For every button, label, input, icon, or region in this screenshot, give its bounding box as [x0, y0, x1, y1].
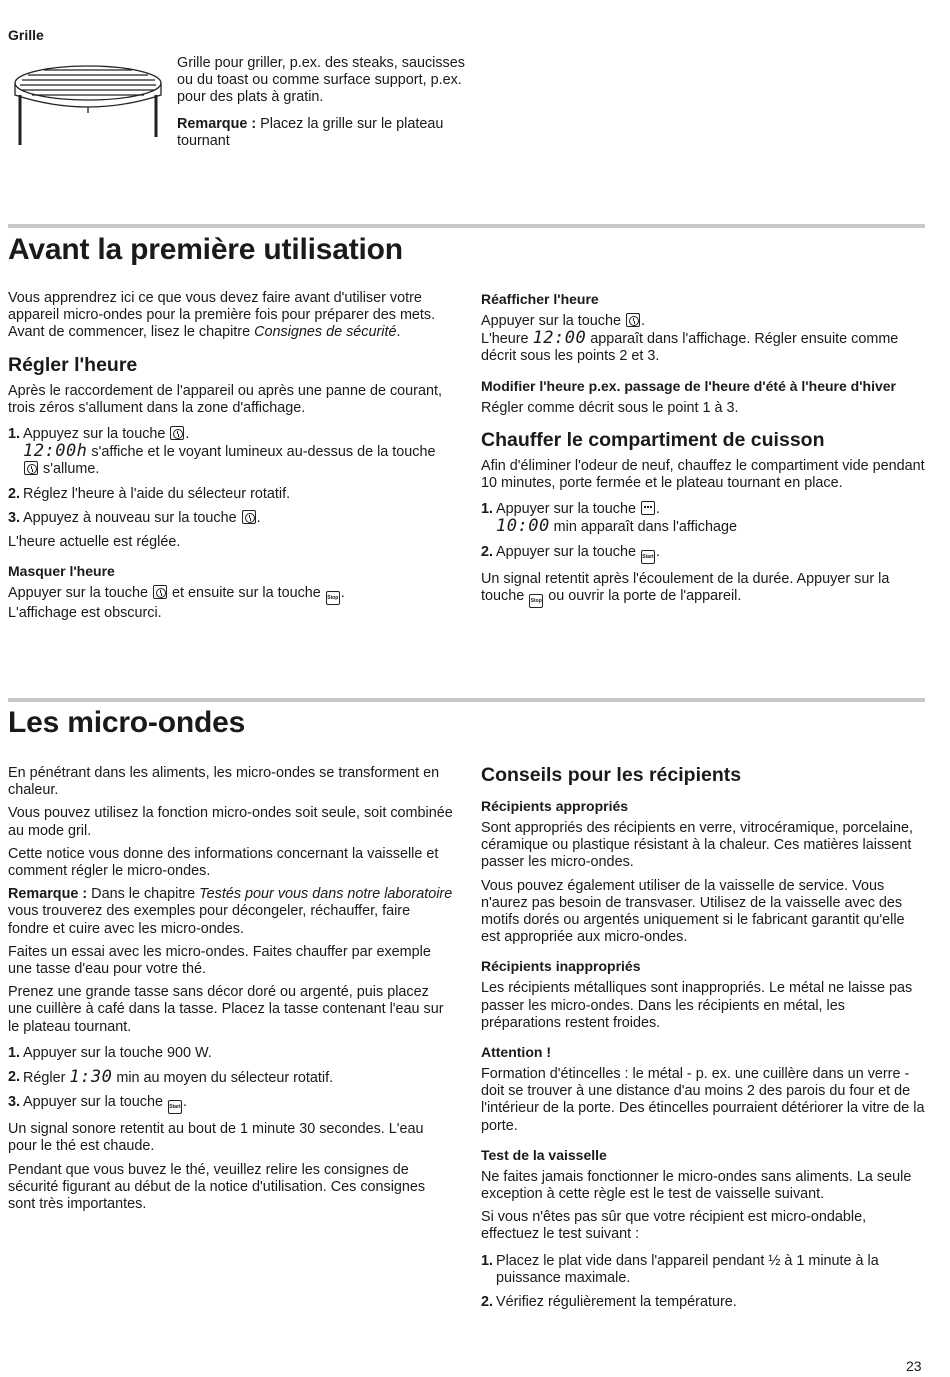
grille-note: Remarque : Placez la grille sur le plateau tournant — [177, 115, 444, 149]
clock-key-icon — [242, 510, 256, 524]
test-p2: Si vous n'êtes pas sûr que votre récipient est micro-ondable, effectuez le test suivant : — [481, 1209, 867, 1243]
regler-steps — [8, 426, 453, 527]
attention-p: Formation d'étincelles : le métal - p. ex. une cuillère dans un verre - doit se trouver à une distance d'au moins 2 des parois du four et de l'intérieur de la porte. Des étincelles pourraient détériorer la vitre de la porte. — [481, 1066, 925, 1134]
reafficher-text: Appuyer sur la touche . L'heure 12:00 apparaît dans l'affichage. Régler ensuite comme décrit sous les points 2 et 3. — [481, 313, 899, 365]
avant-right-column — [481, 291, 926, 614]
start-key-icon: Start — [641, 550, 655, 564]
micro-steps — [8, 1045, 453, 1114]
grill-rack-illustration — [8, 55, 168, 151]
display-readout: 12:00 — [532, 328, 587, 349]
reafficher-heure-title: Réafficher l'heure — [481, 291, 599, 307]
start-key-icon: Start — [168, 1100, 182, 1114]
micro-p6: Un signal sonore retentit au bout de 1 minute 30 secondes. L'eau pour le thé est chaude. — [8, 1121, 424, 1155]
clock-key-icon — [170, 426, 184, 440]
list-item: 2. Appuyer sur la touche Start . — [481, 544, 926, 564]
page-number: 23 — [906, 1358, 922, 1374]
masquer-text: Appuyer sur la touche et ensuite sur la touche Stop . L'affichage est obscurci. — [8, 585, 345, 622]
list-item: 2. Régler 1:30 min au moyen du sélecteur rotatif. — [8, 1067, 334, 1088]
list-item: 2. Réglez l'heure à l'aide du sélecteur rotatif. — [8, 485, 291, 502]
micro-left-column — [8, 765, 453, 1219]
masquer-heure-title: Masquer l'heure — [8, 563, 115, 580]
section-divider — [8, 698, 925, 702]
list-item: 3. Appuyez à nouveau sur la touche . — [8, 509, 261, 526]
avant-intro: Vous apprendrez ici ce que vous devez faire avant d'utiliser votre appareil micro-ondes pour la première fois pour préparer des mets. Avant de commencer, lisez le chapitre Consignes de sécurité. — [8, 290, 436, 341]
attention-title: Attention ! — [481, 1044, 551, 1061]
grille-description: Grille pour griller, p.ex. des steaks, saucisses ou du toast ou comme surface support, p.ex. pour des plats à gratin. — [177, 55, 465, 106]
regler-heure-title: Régler l'heure — [8, 353, 138, 376]
regler-result: L'heure actuelle est réglée. — [8, 534, 181, 551]
modifier-heure-title: Modifier l'heure p.ex. passage de l'heure d'été à l'heure d'hiver — [481, 377, 896, 394]
list-item: 1. Appuyer sur la touche . 10:00 min apparaît dans l'affichage — [481, 501, 737, 537]
chauffer-steps — [481, 501, 926, 563]
micro-p7: Pendant que vous buvez le thé, veuillez relire les consignes de sécurité figurant au début de la notice d'utilisation. Ces consignes sont très importantes. — [8, 1161, 426, 1213]
test-vaisselle-title: Test de la vaisselle — [481, 1146, 607, 1163]
regler-intro: Après le raccordement de l'appareil ou après une panne de courant, trois zéros s'allument dans la zone d'affichage. — [8, 382, 442, 416]
modifier-text: Régler comme décrit sous le point 1 à 3. — [481, 399, 739, 416]
display-readout: 12:00h — [23, 441, 88, 462]
micro-p2: Vous pouvez utilisez la fonction micro-ondes soit seule, soit combinée au mode gril. — [8, 805, 453, 839]
appropries-p1: Sont appropriés des récipients en verre, vitrocéramique, porcelaine, céramique ou plastique résistant à la chaleur. Ces matières laissent passer les micro-ondes. — [481, 820, 913, 871]
appropries-title: Récipients appropriés — [481, 798, 629, 814]
clock-key-icon — [153, 585, 167, 599]
clock-key-icon — [626, 313, 640, 327]
display-readout: 10:00 — [496, 516, 550, 537]
micro-p4: Faites un essai avec les micro-ondes. Faites chauffer par exemple une tasse d'eau pour votre thé. — [8, 943, 431, 978]
test-p1: Ne faites jamais fonctionner le micro-ondes sans aliments. La seule exception à cette règle est le test de vaisselle suivant. — [481, 1168, 912, 1203]
conseils-title: Conseils pour les récipients — [481, 764, 742, 786]
micro-p3: Cette notice vous donne des informations concernant la vaisselle et comment régler le micro-ondes. — [8, 845, 439, 880]
stop-key-icon: Stop — [529, 594, 543, 608]
list-item: 3. Appuyer sur la touche Start . — [8, 1094, 453, 1114]
stop-key-icon: Stop — [326, 591, 340, 605]
micro-p1: En pénétrant dans les aliments, les micro-ondes se transforment en chaleur. — [8, 765, 440, 799]
appropries-p2: Vous pouvez également utiliser de la vaisselle de service. Vous n'aurez pas besoin de transvaser. Utilisez de la vaisselle avec des motifs dorés ou argentés uniquement si le fabricant garantit qu'elle est appropriée aux micro-ondes. — [481, 877, 905, 946]
chauffer-intro: Afin d'éliminer l'odeur de neuf, chauffez le compartiment vide pendant 10 minutes, porte fermée et le plateau tournant en place. — [481, 457, 925, 492]
list-item: 1. Placez le plat vide dans l'appareil pendant ½ à 1 minute à la puissance maximale. — [481, 1252, 879, 1286]
test-steps — [481, 1253, 926, 1312]
chauffer-result: Un signal retentit après l'écoulement de la durée. Appuyer sur la touche Stop ou ouvrir la porte de l'appareil. — [481, 571, 926, 608]
avant-left-column — [8, 290, 453, 628]
display-readout: 1:30 — [69, 1067, 113, 1088]
chauffer-title: Chauffer le compartiment de cuisson — [481, 428, 825, 451]
micro-note: Remarque : Dans le chapitre Testés pour vous dans notre laboratoire vous trouverez des exemples pour décongeler, réchauffer, faire fondre et cuire avec les micro-ondes. — [8, 886, 453, 937]
micro-right-column — [481, 764, 926, 1318]
section-divider — [8, 224, 925, 228]
section-title-micro-ondes: Les micro-ondes — [8, 706, 246, 739]
list-item: 1. Appuyer sur la touche 900 W. — [8, 1044, 212, 1061]
clock-key-icon — [24, 461, 38, 475]
inappropries-title: Récipients inappropriés — [481, 958, 641, 975]
grill-key-icon — [641, 501, 655, 515]
list-item: 2. Vérifiez régulièrement la température. — [481, 1294, 737, 1311]
micro-p5: Prenez une grande tasse sans décor doré ou argenté, puis placez une cuillère à café dans la tasse. Placez la tasse contenant l'eau sur le plateau tournant. — [8, 984, 444, 1035]
inappropries-p: Les récipients métalliques sont inappropriés. Le métal ne laisse pas passer les micro-ondes. Dans les récipients en métal, les préparations restent froides. — [481, 980, 913, 1031]
section-title-avant: Avant la première utilisation — [8, 233, 403, 266]
list-item: 1. Appuyez sur la touche . 12:00h s'affiche et le voyant lumineux au-dessus de la touche s'allume. — [8, 426, 436, 478]
grille-heading: Grille — [8, 27, 44, 43]
